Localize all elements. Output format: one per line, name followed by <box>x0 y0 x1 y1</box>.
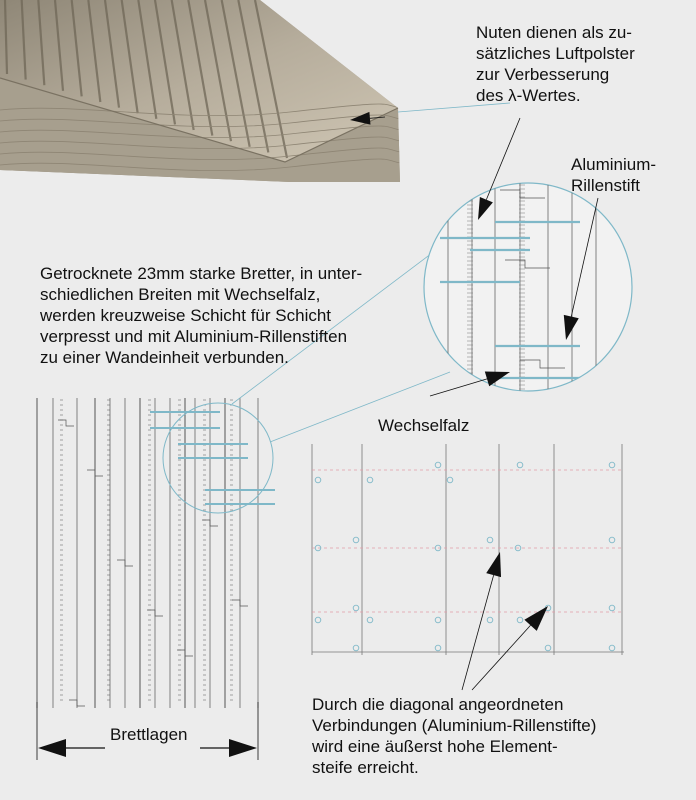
pin-point <box>609 537 615 543</box>
grooves-line-1: Nuten dienen als zu- <box>476 23 632 42</box>
pin-point <box>609 462 615 468</box>
grooves-line-3: zur Verbesserung <box>476 65 610 84</box>
stiffness-line-1: Durch die diagonal angeordneten <box>312 695 564 714</box>
pin-point <box>487 617 493 623</box>
pin-point <box>435 462 441 468</box>
grooves-line-4: des λ-Wertes. <box>476 86 581 105</box>
stiffness-line-4: steife erreicht. <box>312 758 419 777</box>
grooves-line-2: sätzliches Luftpolster <box>476 44 635 63</box>
joint-step <box>232 600 248 606</box>
description-annotation <box>40 263 362 368</box>
pin-point <box>517 462 523 468</box>
grooved-board-image <box>0 0 400 182</box>
description-line-2: schiedlichen Breiten mit Wechselfalz, <box>40 285 321 304</box>
pin-point <box>609 605 615 611</box>
pin-point <box>447 477 453 483</box>
pin-detail-magnifier <box>424 180 632 395</box>
joint-label: Wechselfalz <box>378 416 470 435</box>
pin-point <box>353 537 359 543</box>
description-line-1: Getrocknete 23mm starke Bretter, in unter- <box>40 264 363 283</box>
joint-step <box>87 470 103 476</box>
pin-annotation <box>571 154 656 196</box>
board-layers-section <box>37 398 275 708</box>
grooves-annotation <box>476 22 635 106</box>
joint-arrow-leader <box>430 379 487 396</box>
pin-point <box>435 617 441 623</box>
stiffness-annotation <box>312 694 596 778</box>
element-grid <box>312 444 624 655</box>
pin-point <box>353 645 359 651</box>
pin-point <box>517 617 523 623</box>
diagonal-arrow-1 <box>486 552 501 577</box>
pin-point <box>315 477 321 483</box>
pin-line-1: Aluminium- <box>571 155 657 174</box>
diagonal-arrow-2-leader <box>472 625 531 690</box>
joint-step <box>69 700 85 706</box>
diagonal-arrow-2 <box>524 606 548 631</box>
pin-point <box>435 645 441 651</box>
layers-label: Brettlagen <box>110 725 188 744</box>
pin-point <box>609 645 615 651</box>
pin-point <box>545 645 551 651</box>
stiffness-line-2: Verbindungen (Aluminium-Rillenstifte) <box>312 716 597 735</box>
pin-point <box>367 477 373 483</box>
pin-point <box>353 605 359 611</box>
joint-step <box>117 560 133 566</box>
description-line-3: werden kreuzweise Schicht für Schicht <box>40 306 332 325</box>
description-line-4: verpresst und mit Aluminium-Rillenstiften <box>40 327 348 346</box>
stiffness-line-3: wird eine äußerst hohe Element- <box>312 737 558 756</box>
pin-point <box>315 617 321 623</box>
pin-point <box>367 617 373 623</box>
description-line-5: zu einer Wandeinheit verbunden. <box>40 348 289 367</box>
diagonal-arrow-1-leader <box>462 575 494 690</box>
pin-point <box>487 537 493 543</box>
pin-line-2: Rillenstift <box>571 176 640 195</box>
